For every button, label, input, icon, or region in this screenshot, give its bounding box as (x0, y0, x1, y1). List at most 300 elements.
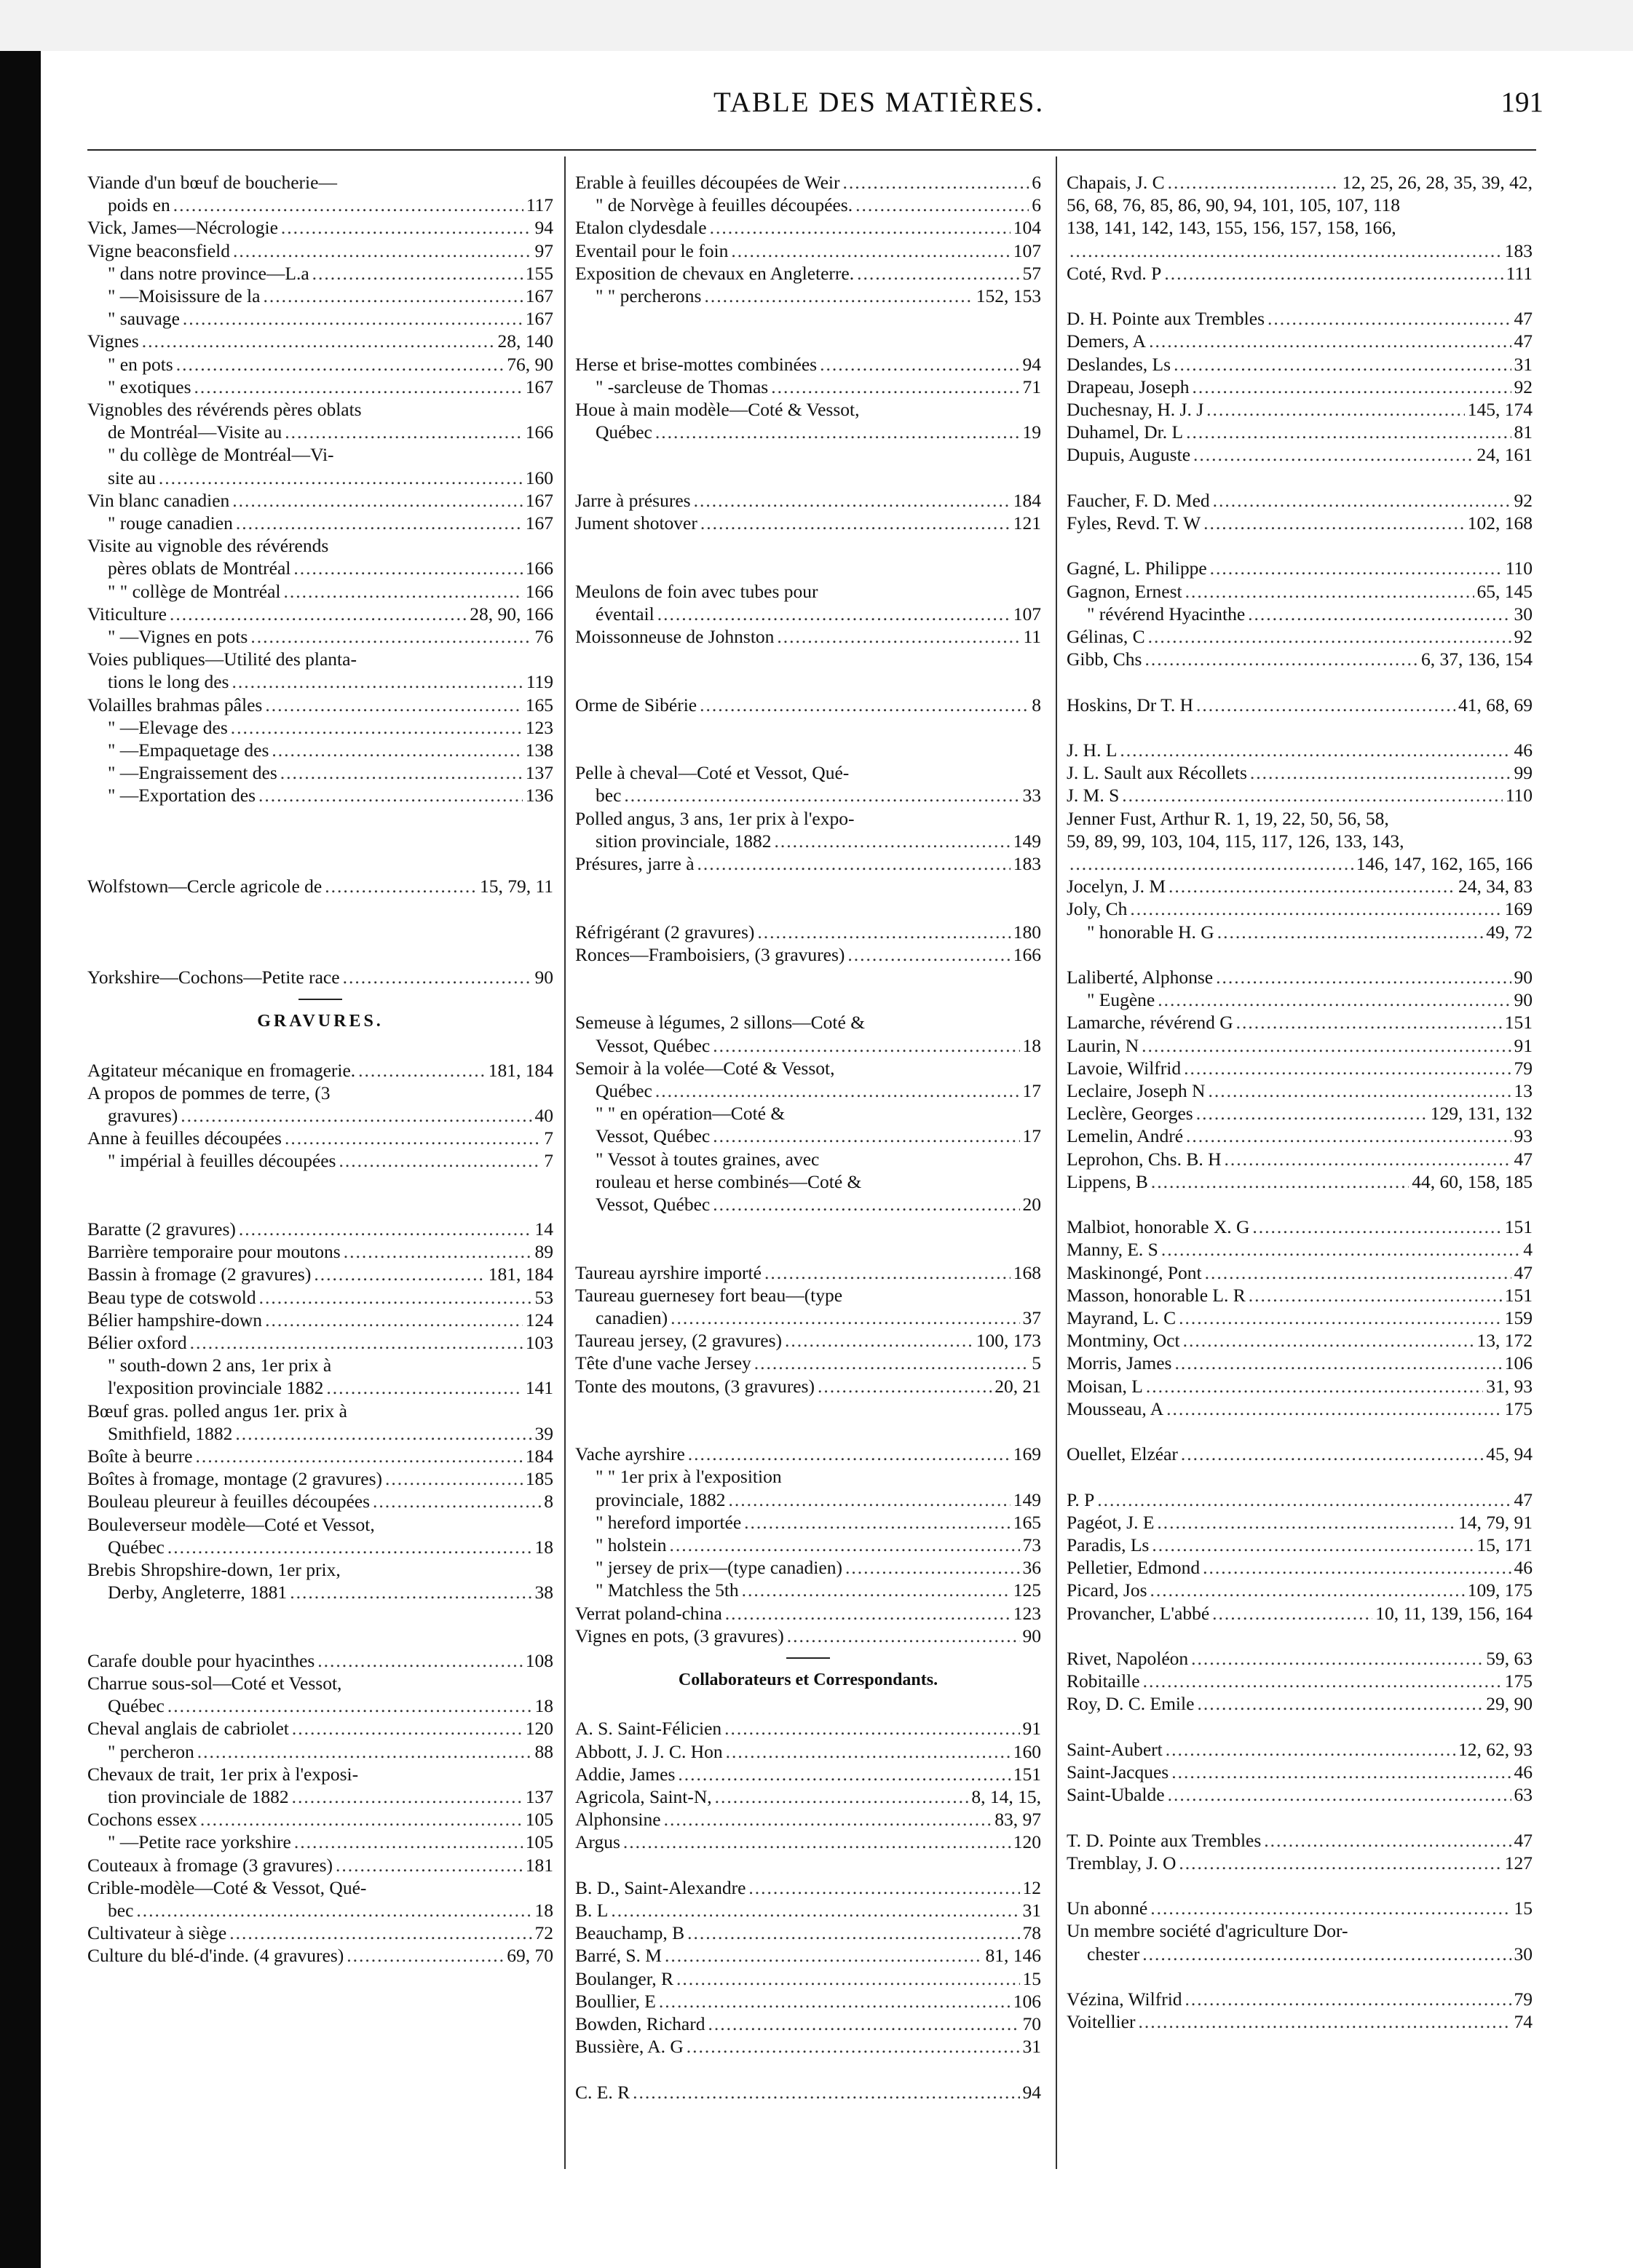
entry-label: " Vessot à toutes graines, avec (596, 1148, 820, 1170)
dot-leader (1191, 1647, 1483, 1670)
entry-page-refs: 167 (525, 308, 553, 330)
entry-page-refs: 166 (525, 580, 553, 602)
index-entry (575, 2035, 1041, 2058)
entry-page-refs: 169 (1013, 1443, 1041, 1465)
index-entry (87, 353, 553, 376)
dot-leader (1150, 1579, 1465, 1601)
entry-label: Québec (108, 1695, 165, 1717)
dot-leader (194, 376, 523, 398)
index-entry (1067, 875, 1533, 897)
entry-page-refs: 40 (534, 1105, 553, 1127)
entry-label: Fyles, Revd. T. W (1067, 512, 1201, 534)
index-entry (575, 1102, 1041, 1125)
dot-leader (1184, 1057, 1511, 1079)
dot-leader (1174, 1352, 1501, 1374)
dot-leader (713, 1034, 1019, 1057)
entry-page-refs: 107 (1013, 603, 1041, 625)
dot-leader (294, 1831, 523, 1853)
entry-label: Bélier oxford (87, 1332, 187, 1354)
dot-leader (239, 1218, 532, 1240)
index-entry (575, 1556, 1041, 1579)
dot-leader (236, 512, 523, 534)
entry-label: Taureau jersey, (2 gravures) (575, 1330, 782, 1352)
entry-page-refs: 90 (1514, 989, 1533, 1011)
dot-leader (258, 784, 523, 806)
spacer (575, 670, 1041, 693)
entry-label: provinciale, 1882 (596, 1488, 726, 1510)
index-entry (575, 376, 1041, 398)
spacer (575, 1420, 1041, 1443)
spacer (575, 1694, 1041, 1717)
dot-leader (764, 1261, 1011, 1284)
spacer (575, 2058, 1041, 2080)
index-entry (87, 1240, 553, 1263)
entry-page-refs: 166 (525, 558, 553, 579)
entry-label: chester (1087, 1943, 1140, 1964)
entry-page-refs: 184 (1013, 489, 1041, 511)
dot-leader (167, 1536, 532, 1558)
entry-label: Montminy, Oct (1067, 1330, 1180, 1352)
spacer (1067, 670, 1533, 693)
entry-label: Hoskins, Dr T. H (1067, 694, 1194, 715)
dot-leader (358, 1059, 486, 1082)
entry-page-refs: 4 (1523, 1239, 1533, 1261)
index-entry (575, 1488, 1041, 1511)
entry-label: Saint-Aubert (1067, 1738, 1163, 1760)
entry-label: Baratte (2 gravures) (87, 1218, 236, 1240)
dot-leader (373, 1490, 541, 1512)
entry-page-refs: 30 (1514, 1943, 1533, 1964)
entry-label: Viande d'un bœuf de boucherie— (87, 172, 337, 193)
entry-page-refs: 120 (1013, 1831, 1041, 1853)
index-entry (575, 1579, 1041, 1601)
spacer (87, 897, 553, 920)
dot-leader (670, 1534, 1020, 1556)
entry-label: Coté, Rvd. P (1067, 262, 1162, 284)
dot-leader (336, 1854, 523, 1876)
dot-leader (1171, 1761, 1511, 1783)
entry-label: Viticulture (87, 603, 167, 625)
index-entry (1067, 1148, 1533, 1170)
entry-label: Dupuis, Auguste (1067, 444, 1191, 466)
entry-page-refs: 137 (525, 762, 553, 784)
index-entry (1067, 1670, 1533, 1692)
spacer (87, 921, 553, 943)
entry-page-refs: 181, 184 (488, 1264, 553, 1285)
dot-leader (1166, 1738, 1455, 1761)
index-entry (1067, 1783, 1533, 1806)
index-entry (1067, 1307, 1533, 1329)
dot-leader (285, 421, 523, 443)
entry-page-refs: 15, 79, 11 (479, 876, 553, 897)
dot-leader (713, 1193, 1019, 1216)
entry-label: Deslandes, Ls (1067, 353, 1171, 375)
index-entry (87, 1808, 553, 1831)
index-entry (575, 1261, 1041, 1284)
spacer (575, 739, 1041, 761)
dot-leader (671, 1307, 1019, 1329)
entry-page-refs: 91 (1022, 1718, 1041, 1740)
entry-label: T. D. Pointe aux Trembles (1067, 1829, 1262, 1851)
index-entry (575, 1899, 1041, 1922)
index-entry (1067, 648, 1533, 670)
entry-label: Un abonné (1067, 1898, 1148, 1919)
index-entry (575, 1465, 1041, 1488)
entry-label: Vignobles des révérends pères oblats (87, 399, 362, 421)
dot-leader (664, 1808, 992, 1831)
spacer (575, 557, 1041, 579)
index-entry (1067, 897, 1533, 920)
entry-label: Moissonneuse de Johnston (575, 625, 775, 647)
dot-leader (855, 194, 1029, 216)
entry-page-refs: 160 (525, 467, 553, 488)
index-entry (87, 1785, 553, 1808)
index-entry (575, 1170, 1041, 1193)
dot-leader (1152, 1534, 1474, 1556)
entry-label: Brebis Shropshire-down, 1er prix, (87, 1559, 341, 1581)
index-entry (87, 1082, 553, 1104)
dot-leader (1217, 921, 1484, 943)
entry-page-refs: 119 (526, 671, 553, 693)
dot-leader (385, 1467, 523, 1490)
dot-leader (1193, 376, 1511, 398)
entry-label: Jument shotover (575, 512, 697, 534)
spacer (1067, 1874, 1533, 1897)
dot-leader (700, 512, 1011, 534)
entry-page-refs: 31 (1022, 1899, 1041, 1921)
entry-page-refs: 125 (1013, 1579, 1041, 1601)
entry-page-refs: 17 (1022, 1125, 1041, 1147)
spacer (87, 1195, 553, 1218)
dot-leader (757, 921, 1010, 943)
index-entry (575, 1717, 1041, 1740)
index-entry (1067, 443, 1533, 466)
entry-page-refs: 47 (1514, 1488, 1533, 1510)
index-entry (87, 489, 553, 512)
entry-page-refs: 49, 72 (1486, 921, 1533, 943)
entry-label: " —Vignes en pots (108, 626, 248, 648)
dot-leader (1250, 761, 1511, 784)
entry-page-refs: 121 (1013, 512, 1041, 534)
index-entry (87, 1763, 553, 1785)
entry-label: Moisan, L (1067, 1375, 1143, 1397)
entry-label: " —Moisissure de la (108, 285, 261, 307)
entry-label: Carafe double pour hyacinthes (87, 1649, 315, 1671)
index-entry (87, 467, 553, 489)
dot-leader (655, 421, 1020, 443)
dot-leader (1213, 489, 1511, 512)
index-entry (1067, 2010, 1533, 2033)
index-entry (87, 966, 553, 988)
index-entry (87, 1354, 553, 1376)
index-entry (87, 1899, 553, 1922)
dot-leader (724, 1717, 1019, 1740)
index-entry (87, 1149, 553, 1172)
entry-label: Addie, James (575, 1763, 676, 1785)
spacer (1067, 534, 1533, 557)
spacer (575, 307, 1041, 330)
entry-page-refs: 14 (534, 1218, 553, 1240)
index-entry (1067, 1556, 1533, 1579)
index-entry (575, 1763, 1041, 1785)
entry-label: B. L (575, 1899, 609, 1921)
dot-leader (1268, 307, 1511, 330)
dot-leader (1264, 1829, 1511, 1852)
dot-leader (1210, 557, 1503, 579)
entry-page-refs: 151 (1013, 1763, 1041, 1785)
entry-label: Tête d'une vache Jersey (575, 1352, 751, 1374)
entry-page-refs: 88 (534, 1740, 553, 1762)
index-entry (575, 807, 1041, 830)
index-entry (1067, 1919, 1533, 1942)
entry-page-refs: 92 (1514, 626, 1533, 648)
index-entry (87, 194, 553, 216)
page-number: 191 (1500, 87, 1543, 118)
dot-leader (678, 1763, 1010, 1785)
index-entry (87, 1944, 553, 1967)
index-entry (1067, 307, 1533, 330)
entry-label: Culture du blé-d'inde. (4 gravures) (87, 1945, 344, 1967)
dot-leader (623, 1831, 1011, 1853)
entry-page-refs: 20, 21 (995, 1375, 1041, 1397)
entry-label: " sauvage (108, 308, 180, 330)
index-entry (1067, 376, 1533, 398)
index-entry (1067, 739, 1533, 761)
dot-leader (1164, 262, 1503, 285)
index-entry (1067, 603, 1533, 625)
entry-label: Bouleau pleureur à feuilles découpées (87, 1491, 371, 1512)
entry-page-refs: 165 (525, 694, 553, 715)
dot-leader (285, 1127, 541, 1149)
index-entry (87, 739, 553, 761)
entry-label: B. D., Saint-Alexandre (575, 1876, 746, 1898)
entry-page-refs: 180 (1013, 921, 1041, 943)
dot-leader (708, 2013, 1019, 2035)
entry-label: Polled angus, 3 ans, 1er prix à l'expo- (575, 807, 855, 829)
entry-page-refs: 70 (1022, 2013, 1041, 2034)
entry-label: Bowden, Richard (575, 2013, 705, 2034)
entry-page-refs: 46 (1514, 740, 1533, 761)
entry-label: Bassin à fromage (2 gravures) (87, 1264, 312, 1285)
entry-label: Voies publiques—Utilité des planta- (87, 649, 357, 670)
entry-label: l'exposition provinciale 1882 (108, 1377, 324, 1399)
dot-leader (1138, 2010, 1511, 2033)
entry-page-refs: 159 (1504, 1307, 1533, 1329)
dot-leader (687, 2035, 1020, 2058)
dot-leader (200, 1808, 523, 1831)
entry-label: rouleau et herse combinés—Coté & (596, 1170, 862, 1192)
index-entry (87, 670, 553, 693)
entry-label: Masson, honorable L. R (1067, 1284, 1246, 1306)
entry-page-refs: 124 (525, 1309, 553, 1331)
index-entry (1067, 1102, 1533, 1125)
entry-page-refs: 165 (1013, 1511, 1041, 1533)
entry-page-refs: 141 (525, 1377, 553, 1399)
entry-page-refs: 100, 173 (976, 1330, 1041, 1352)
index-entry (1067, 1647, 1533, 1670)
entry-page-refs: 31, 93 (1486, 1375, 1533, 1397)
index-entry (575, 489, 1041, 512)
dot-leader (1185, 1988, 1511, 2010)
entry-label: " révérend Hyacinthe (1087, 603, 1246, 625)
entry-page-refs: 65, 145 (1476, 580, 1533, 602)
spacer (1067, 1193, 1533, 1216)
entry-label: Semoir à la volée—Coté & Vessot, (575, 1057, 835, 1079)
entry-page-refs: 102, 168 (1467, 512, 1533, 534)
index-entry (1067, 557, 1533, 579)
entry-page-refs: 47 (1514, 308, 1533, 330)
index-entry (87, 1558, 553, 1581)
entry-label: " -sarcleuse de Thomas (596, 376, 769, 397)
entry-label: " de Norvège à feuilles découpées. (596, 194, 853, 216)
entry-label: " " 1er prix à l'exposition (596, 1466, 782, 1488)
index-entry (1067, 239, 1533, 262)
entry-label: Bouleverseur modèle—Coté et Vessot, (87, 1513, 375, 1535)
dot-leader (775, 830, 1011, 852)
entry-label: Derby, Angleterre, 1881 (108, 1582, 288, 1603)
index-entry (575, 1740, 1041, 1763)
entry-label: Jocelyn, J. M (1067, 876, 1166, 897)
index-entry (87, 1831, 553, 1853)
index-entry (87, 1717, 553, 1740)
index-entry (87, 1218, 553, 1240)
entry-page-refs: 137 (525, 1786, 553, 1808)
index-entry (1067, 1375, 1533, 1397)
dot-leader (843, 171, 1029, 194)
index-entry (87, 1740, 553, 1763)
entry-page-refs: 73 (1022, 1534, 1041, 1555)
dot-leader (292, 1785, 523, 1808)
entry-page-refs: 127 (1504, 1852, 1533, 1874)
entry-page-refs: 18 (534, 1536, 553, 1558)
dot-leader (1208, 1079, 1511, 1102)
index-entry (575, 1922, 1041, 1944)
dot-leader (229, 1922, 531, 1944)
entry-label: " percheron (108, 1740, 194, 1762)
entry-label: Tonte des moutons, (3 gravures) (575, 1375, 815, 1397)
entry-label: D. H. Pointe aux Trembles (1067, 308, 1265, 330)
index-entry (575, 421, 1041, 443)
entry-page-refs: 151 (1504, 1284, 1533, 1306)
index-entry (1067, 1170, 1533, 1193)
dot-leader (857, 262, 1019, 285)
dot-leader (232, 670, 523, 693)
entry-label: Erable à feuilles découpées de Weir (575, 172, 840, 193)
dot-leader (1203, 512, 1465, 534)
entry-page-refs: 183 (1504, 239, 1533, 261)
index-entry (575, 398, 1041, 421)
index-entry (87, 716, 553, 739)
entry-label: Beauchamp, B (575, 1922, 685, 1944)
entry-page-refs: 46 (1514, 1761, 1533, 1783)
index-entry (575, 2081, 1041, 2104)
index-entry (87, 1376, 553, 1399)
dot-leader (1097, 1488, 1511, 1511)
entry-page-refs: 38 (534, 1582, 553, 1603)
dot-leader (1248, 603, 1511, 625)
entry-label: C. E. R (575, 2081, 630, 2103)
dot-leader (1149, 330, 1511, 352)
entry-label: Wolfstown—Cercle agricole de (87, 876, 323, 897)
index-entry (87, 171, 553, 194)
entry-page-refs: 146, 147, 162, 165, 166 (1356, 853, 1533, 875)
index-entry (87, 1922, 553, 1944)
dot-leader (818, 1375, 992, 1397)
dot-leader (1169, 875, 1455, 897)
entry-page-refs: 149 (1013, 830, 1041, 852)
dot-leader (725, 1602, 1011, 1625)
entry-label: Meulons de foin avec tubes pour (575, 580, 818, 602)
index-entry (87, 262, 553, 285)
index-entry (575, 1079, 1041, 1102)
entry-page-refs: 109, 175 (1467, 1579, 1533, 1601)
entry-label: tions le long des (108, 671, 229, 693)
page-title: TABLE DES MATIÈRES. (713, 87, 1045, 118)
entry-label: Verrat poland-china (575, 1602, 722, 1624)
entry-label: Etalon clydesdale (575, 217, 707, 239)
entry-page-refs: 94 (1022, 353, 1041, 375)
dot-leader (657, 603, 1011, 625)
dot-leader (1148, 625, 1511, 648)
dot-leader (317, 1649, 522, 1672)
index-entry (1067, 1829, 1533, 1852)
dot-leader (1179, 1852, 1501, 1874)
dot-leader (1249, 1284, 1502, 1307)
spacer (575, 1397, 1041, 1420)
index-entry (87, 376, 553, 398)
entry-page-refs: 36 (1022, 1557, 1041, 1579)
index-entry (1067, 761, 1533, 784)
index-entry (1067, 489, 1533, 512)
dot-leader (197, 1740, 532, 1763)
entry-page-refs: 166 (525, 421, 553, 443)
index-entry (87, 1309, 553, 1331)
entry-label: Crible-modèle—Coté & Vessot, Qué- (87, 1876, 367, 1898)
dot-leader (726, 1740, 1011, 1763)
entry-page-refs: 90 (1514, 967, 1533, 988)
spacer (1067, 467, 1533, 489)
dot-leader (697, 852, 1011, 875)
dot-leader (272, 739, 522, 761)
entry-label: Roy, D. C. Emile (1067, 1693, 1195, 1715)
entry-label: bec (108, 1900, 134, 1922)
entry-label: Agitateur mécanique en fromagerie. (87, 1059, 356, 1081)
index-entry (575, 852, 1041, 875)
entry-label: Bélier hampshire-down (87, 1309, 263, 1331)
entry-page-refs: 155 (525, 262, 553, 284)
entry-page-refs: 79 (1514, 1989, 1533, 2010)
entry-page-refs: 106 (1504, 1352, 1533, 1374)
entry-label: Yorkshire—Cochons—Petite race (87, 967, 340, 988)
index-entry (575, 761, 1041, 784)
index-entry (575, 1511, 1041, 1534)
entry-label: " " percherons (596, 285, 702, 307)
spacer (87, 943, 553, 966)
entry-label: Gélinas, C (1067, 626, 1145, 648)
dot-leader (1196, 1102, 1428, 1125)
dot-leader (1150, 1897, 1511, 1919)
spacer (575, 534, 1041, 557)
entry-label: " du collège de Montréal—Vi- (108, 444, 334, 466)
entry-page-refs: 117 (526, 194, 553, 216)
dot-leader (728, 1488, 1010, 1511)
dot-leader (1168, 171, 1340, 194)
index-entry (87, 239, 553, 262)
index-entry (87, 1422, 553, 1445)
entry-label: Morris, James (1067, 1352, 1172, 1374)
index-entry (87, 216, 553, 239)
entry-label: Vignes (87, 330, 139, 352)
